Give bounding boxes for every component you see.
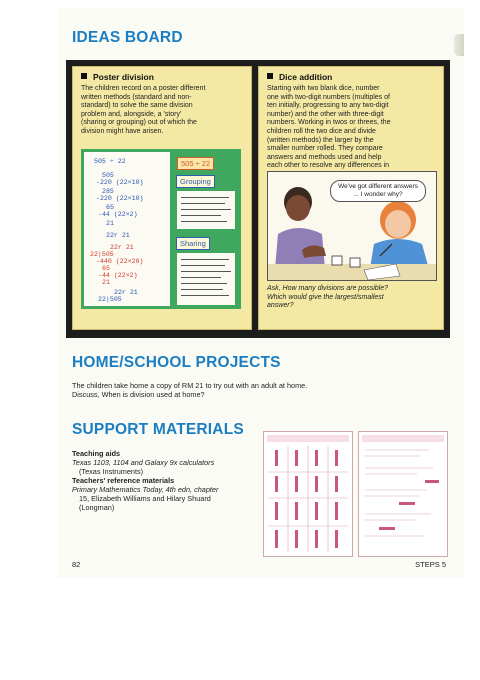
support-materials-text: Teaching aids Texas 1103, 1104 and Galaxy 9x calculators (Texas Instruments) Teachers' reference materials Primary Mathematics Today, 4th edn, chapter 15, Elizabeth Williams and Hilary Shuard (Longman) (72, 449, 219, 512)
dice-addition-panel (258, 66, 444, 330)
home-school-heading: HOME/SCHOOL PROJECTS (72, 354, 281, 371)
sharing-label: Sharing (176, 237, 210, 250)
dice-caption: Ask, How many divisions are possible? Which would give the largest/smallest answer? (267, 285, 388, 310)
support-materials-heading: SUPPORT MATERIALS (72, 421, 244, 438)
resource-sheet-thumbnail-1 (263, 431, 353, 557)
ideas-board (66, 60, 450, 338)
dice-addition-text: Starting with two blank dice, number one with two-digit numbers (multiples of ten initially, progressing to any two-digit number) and the other with three-digit numbers. Working in twos or threes, the children roll the two dice and divide (written methods) the larger by the smaller number rolled. They compare answers and methods used and help each other to resolve any differences in (267, 85, 391, 170)
poster-working-sheet: 505 ÷ 22 505 -220 (22×10) 285 -220 (22×10) 65 -44 (22×2) 21 22r 21 22r 21 22|505 -440 (22×20) 65 -44 (22×2) 21 22r 21 22|505 (84, 152, 170, 306)
home-school-text: The children take home a copy of RM 21 to try out with an adult at home. Discuss, When is division used at home? (72, 381, 308, 399)
division-poster (81, 149, 241, 309)
page-curl (454, 34, 464, 56)
grouping-label: Grouping (176, 175, 215, 188)
series-label: STEPS 5 (415, 560, 446, 569)
page-number: 82 (72, 560, 81, 569)
book-page (58, 8, 464, 578)
poster-division-panel (72, 66, 252, 330)
dice-illustration (267, 171, 437, 281)
grouping-story-card (177, 191, 235, 229)
speech-bubble: We've got different answers ... I wonder why? (330, 180, 426, 202)
sharing-story-card (177, 253, 235, 305)
ideas-board-heading: IDEAS BOARD (72, 29, 183, 46)
dice-addition-title: Dice addition (267, 72, 332, 82)
poster-heading-card: 505 ÷ 22 (177, 157, 214, 170)
resource-sheet-thumbnail-2 (358, 431, 448, 557)
poster-division-title: Poster division (81, 72, 154, 82)
poster-division-text: The children record on a poster different written methods (standard and non- standard) to solve the same division problem and, alongside, a 'story' (sharing or grouping) out of which the division might have arisen. (81, 85, 206, 135)
